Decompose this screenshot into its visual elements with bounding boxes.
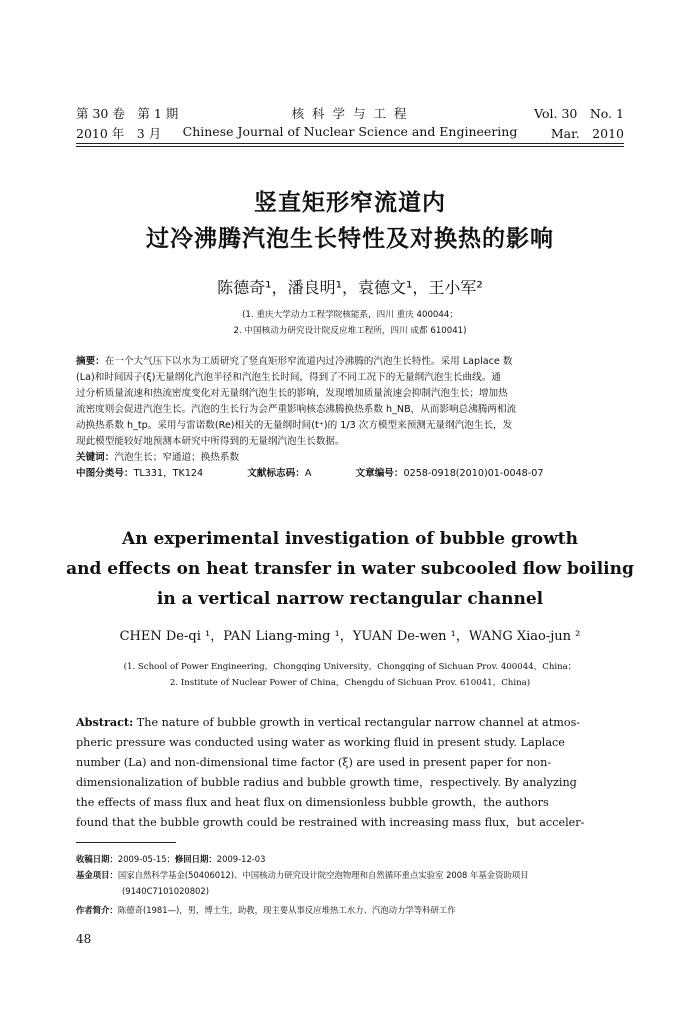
article-number: 0258-0918(2010)01-0048-07 — [403, 468, 544, 479]
authors-cn: 陈德奇¹，潘良明¹，袁德文¹，王小军² — [217, 278, 483, 297]
abstract-cn-line: (La)和时间因子(ξ)无量纲化汽泡半径和汽泡生长时间，得到了不同工况下的无量纲汽泡生长曲线。通 — [76, 372, 501, 383]
abstract-cn-line: 动换热系数 h_tp。采用与雷诺数(Re)相关的无量纲时间(t⁺)的 1/3 次方模型来预测无量纲汽泡生长，发 — [76, 420, 513, 431]
journal-name-cn: 核 科 学 与 工 程 — [291, 106, 409, 121]
page-number: 48 — [76, 932, 92, 946]
volume-issue-cn: 第 30 卷 第 1 期 — [76, 106, 179, 121]
document-code: A — [304, 468, 312, 479]
footnote-fund-number: (9140C7101020802) — [122, 886, 209, 896]
abstract-en-line: the effects of mass flux and heat flux on dimensionless bubble growth，the authors — [76, 796, 549, 809]
classification-line: 中图分类号：TL331，TK124 文献标志码：A 文章编号：0258-0918(2010)01-0048-07 — [76, 468, 544, 479]
footnote-fund: 基金项目：国家自然科学基金(50406012)、中国核动力研究设计院空泡物理和自然循环重点实验室 2008 年基金资助项目 — [76, 870, 529, 880]
abstract-cn-line: 过分析质量流速和热流密度变化对无量纲汽泡生长的影响，发现增加质量流速会抑制汽泡生长；增加热 — [76, 388, 508, 399]
journal-name-en: Chinese Journal of Nuclear Science and Engineering — [182, 124, 518, 139]
date-cn: 2010 年 3 月 — [76, 126, 162, 141]
abstract-cn-line: 流密度则会促进汽泡生长。汽泡的生长行为会严重影响核态沸腾换热系数 h_NB，从而影响总沸腾两相流 — [76, 404, 517, 415]
affiliation-cn-1: (1. 重庆大学动力工程学院核能系，四川 重庆 400044； — [242, 310, 458, 320]
affiliation-en-2: 2. Institute of Nuclear Power of China，Chengdu of Sichuan Prov. 610041，China) — [169, 678, 531, 688]
footnote-author-bio: 作者简介：陈德奇(1981—)，男，博士生，助教，现主要从事反应堆热工水力、汽泡动力学等科研工作 — [76, 905, 456, 915]
abstract-cn-line: 现此模型能较好地预测本研究中所得到的无量纲汽泡生长数据。 — [76, 436, 345, 447]
revised-date: 2009-12-03 — [216, 854, 266, 864]
header-rule — [76, 143, 624, 144]
affiliation-cn-2: 2. 中国核动力研究设计院反应堆工程所，四川 成都 610041) — [233, 326, 467, 336]
keywords: 关键词：汽泡生长；窄通道；换热系数 — [76, 452, 240, 463]
title-cn-line-2: 过冷沸腾汽泡生长特性及对换热的影响 — [146, 226, 554, 252]
received-date: 2009-05-15； — [117, 854, 175, 864]
footnote-rule — [76, 842, 176, 843]
abstract-en-line: number (La) and non-dimensional time factor (ξ) are used in present paper for non- — [76, 756, 552, 769]
abstract-en-line: pheric pressure was conducted using water as working fluid in present study. Laplace — [76, 736, 565, 749]
abstract-en — [76, 712, 624, 833]
abstract-en-line: Abstract: The nature of bubble growth in vertical rectangular narrow channel at atmos- — [76, 715, 581, 729]
abstract-cn-line: 摘要：在一个大气压下以水为工质研究了竖直矩形窄流道内过冷沸腾的汽泡生长特性。采用 Laplace 数 — [76, 356, 513, 367]
abstract-cn-label: 摘要： — [76, 356, 105, 367]
title-en-line-1: An experimental investigation of bubble growth — [122, 529, 578, 549]
clc-number: TL331，TK124 — [133, 468, 204, 479]
abstract-en-label: Abstract: — [76, 715, 134, 729]
affiliation-en-1: (1. School of Power Engineering，Chongqing University，Chongqing of Sichuan Prov. 400044，China； — [123, 662, 577, 672]
abstract-cn — [76, 354, 624, 482]
authors-en: CHEN De-qi ¹，PAN Liang-ming ¹，YUAN De-wen ¹，WANG Xiao-jun ² — [119, 629, 581, 644]
date-en: Mar. 2010 — [550, 126, 624, 141]
title-cn-line-1: 竖直矩形窄流道内 — [254, 190, 446, 216]
title-en-line-2: and effects on heat transfer in water subcooled flow boiling — [66, 559, 634, 579]
abstract-en-line: found that the bubble growth could be restrained with increasing mass flux，but acceler- — [76, 816, 585, 829]
header-rule-double — [76, 146, 624, 147]
footnote-dates: 收稿日期：2009-05-15；修回日期：2009-12-03 — [76, 854, 266, 864]
title-en-line-3: in a vertical narrow rectangular channel — [156, 589, 544, 609]
abstract-en-line: dimensionalization of bubble radius and bubble growth time，respectively. By analyzing — [76, 776, 577, 789]
keywords-label: 关键词： — [76, 452, 115, 463]
volume-issue-en: Vol. 30 No. 1 — [534, 106, 624, 121]
